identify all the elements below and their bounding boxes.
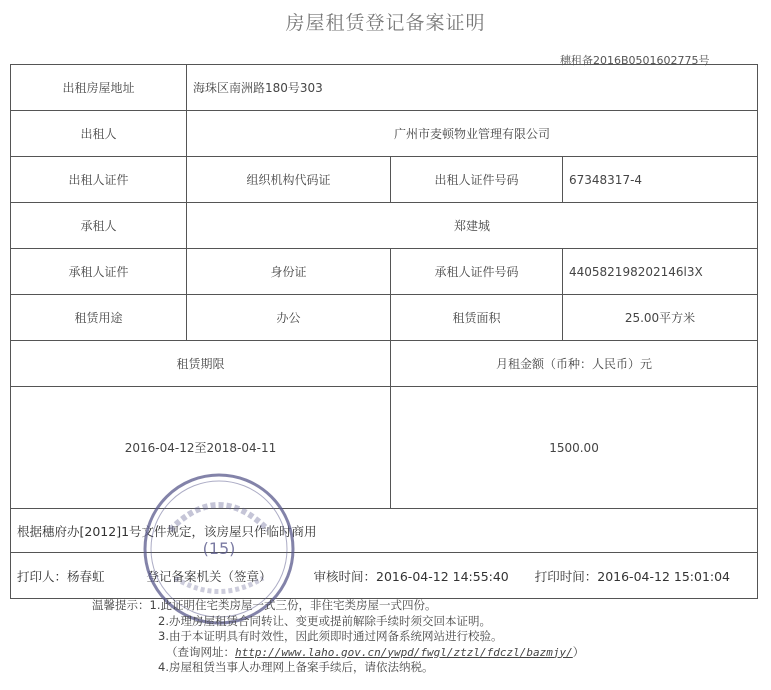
term-value: 2016-04-12至2018-04-11 <box>11 387 391 509</box>
address-value: 海珠区南洲路180号303 <box>187 65 758 111</box>
use-value: 办公 <box>187 295 391 341</box>
note-1 <box>92 598 584 614</box>
url-prefix: （查询网址： <box>166 644 235 659</box>
seal-center-text: (15) <box>202 539 236 558</box>
row-term-header <box>11 341 758 387</box>
review-time-label: 审核时间： <box>313 568 376 584</box>
lessee-id-no-label: 承租人证件号码 <box>391 249 563 295</box>
note-3-url-line <box>92 645 584 661</box>
lessor-id-no: 67348317-4 <box>563 157 758 203</box>
printer-name: 杨春虹 <box>67 568 105 584</box>
lessor-id-type: 组织机构代码证 <box>187 157 391 203</box>
row-signature <box>11 553 758 599</box>
verification-url-link[interactable]: http://www.laho.gov.cn/ywpd/fwgl/ztzl/fdczl/bazmjy/ <box>235 645 573 659</box>
row-lessor <box>11 111 758 157</box>
row-use <box>11 295 758 341</box>
lessor-label: 出租人 <box>11 111 187 157</box>
note-1-text: 1.此证明住宅类房屋一式三份，非住宅类房屋一式四份。 <box>149 598 437 612</box>
review-time: 2016-04-12 14:55:40 <box>376 568 509 584</box>
print-time: 2016-04-12 15:01:04 <box>597 568 731 584</box>
signature-line <box>11 553 758 599</box>
rent-value: 1500.00 <box>391 387 758 509</box>
notes-lead: 温馨提示： <box>92 598 150 612</box>
lessor-id-label: 出租人证件 <box>11 157 187 203</box>
remark: 根据穗府办[2012]1号文件规定，该房屋只作临时商用 <box>11 509 758 553</box>
area-label: 租赁面积 <box>391 295 563 341</box>
lessee-id-label: 承租人证件 <box>11 249 187 295</box>
lessor-id-no-label: 出租人证件号码 <box>391 157 563 203</box>
note-3: 3.由于本证明具有时效性，因此须即时通过网备系统网站进行校验。 <box>158 629 503 643</box>
row-address <box>11 65 758 111</box>
row-term-values <box>11 387 758 509</box>
lessee-label: 承租人 <box>11 203 187 249</box>
note-4: 4.房屋租赁当事人办理网上备案手续后，请依法纳税。 <box>158 660 434 674</box>
print-time-label: 打印时间： <box>534 568 598 584</box>
lessor-value: 广州市麦顿物业管理有限公司 <box>187 111 758 157</box>
registration-number: 穗租备2016B0501602775号 <box>560 54 710 67</box>
area-value: 25.00平方米 <box>563 295 758 341</box>
certificate-table <box>10 64 758 599</box>
term-label: 租赁期限 <box>11 341 391 387</box>
notes-section <box>92 598 584 676</box>
document-title: 房屋租赁登记备案证明 <box>285 12 486 34</box>
lessee-id-no: 440582198202146l3X <box>563 249 758 295</box>
row-remark <box>11 509 758 553</box>
lessee-id-type: 身份证 <box>187 249 391 295</box>
authority-label: 登记备案机关（签章） <box>146 568 272 584</box>
url-suffix: ） <box>572 644 585 659</box>
row-lessor-id <box>11 157 758 203</box>
address-label: 出租房屋地址 <box>11 65 187 111</box>
printer-label: 打印人： <box>17 568 68 584</box>
use-label: 租赁用途 <box>11 295 187 341</box>
lessee-value: 郑建城 <box>187 203 758 249</box>
row-lessee <box>11 203 758 249</box>
rent-label: 月租金额（币种：人民币）元 <box>391 341 758 387</box>
row-lessee-id <box>11 249 758 295</box>
note-2: 2.办理房屋租赁合同转让、变更或提前解除手续时须交回本证明。 <box>158 613 491 628</box>
